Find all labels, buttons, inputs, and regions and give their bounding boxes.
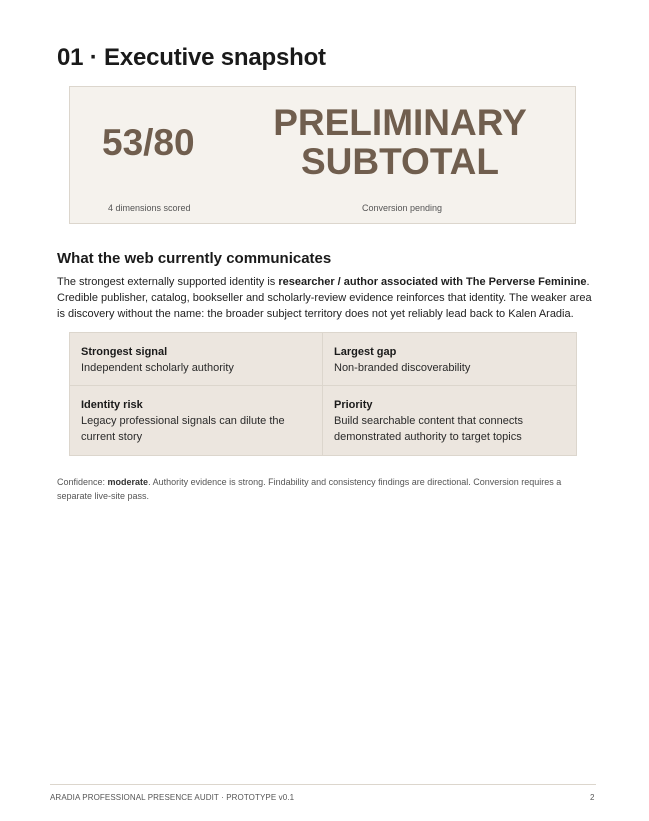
footer-divider	[50, 784, 596, 785]
grid-cell-body: Build searchable content that connects demonstrated authority to target topics	[334, 415, 523, 443]
grid-cell-strongest-signal	[70, 333, 323, 386]
confidence-text: . Authority evidence is strong. Findability and consistency findings are directional. Conversion requires a separate live-site pass.	[57, 477, 562, 501]
score-value: 53/80	[102, 122, 195, 163]
summary-intro: The strongest externally supported identity is	[57, 276, 279, 288]
score-status	[265, 103, 535, 181]
page-number: 2	[590, 793, 595, 802]
dimensions-caption: 4 dimensions scored	[108, 203, 191, 213]
status-line-2: SUBTOTAL	[300, 141, 499, 182]
page-title: 01 · Executive snapshot	[57, 44, 326, 71]
grid-cell-body: Non-branded discoverability	[334, 362, 471, 374]
summary-paragraph	[57, 274, 597, 322]
grid-cell-body: Independent scholarly authority	[81, 362, 234, 374]
grid-cell-body: Legacy professional signals can dilute the current story	[81, 415, 285, 443]
grid-cell-title: Largest gap	[334, 346, 397, 358]
signal-grid	[69, 332, 577, 456]
grid-cell-title: Strongest signal	[81, 346, 168, 358]
status-line-1: PRELIMINARY	[273, 102, 527, 143]
footer-text: ARADIA PROFESSIONAL PRESENCE AUDIT · PROTOTYPE v0.1	[50, 793, 295, 802]
summary-rest: . Credible publisher, catalog, bookseller and scholarly-review evidence reinforces that identity. The weaker area is discovery without the name: the broader subject territory does not yet reliably lead back to Kalen Aradia.	[57, 276, 592, 320]
summary-identity: researcher / author associated with The Perverse Feminine	[278, 276, 587, 288]
grid-cell-largest-gap	[323, 333, 576, 386]
confidence-level: moderate	[107, 477, 149, 487]
section-heading: What the web currently communicates	[57, 250, 332, 267]
score-card	[69, 86, 576, 224]
grid-cell-priority	[323, 386, 576, 455]
confidence-note	[57, 475, 577, 503]
conversion-caption: Conversion pending	[362, 203, 443, 213]
confidence-label: Confidence:	[57, 477, 108, 487]
grid-cell-title: Priority	[334, 399, 373, 411]
grid-cell-title: Identity risk	[81, 399, 143, 411]
grid-cell-identity-risk	[70, 386, 323, 455]
